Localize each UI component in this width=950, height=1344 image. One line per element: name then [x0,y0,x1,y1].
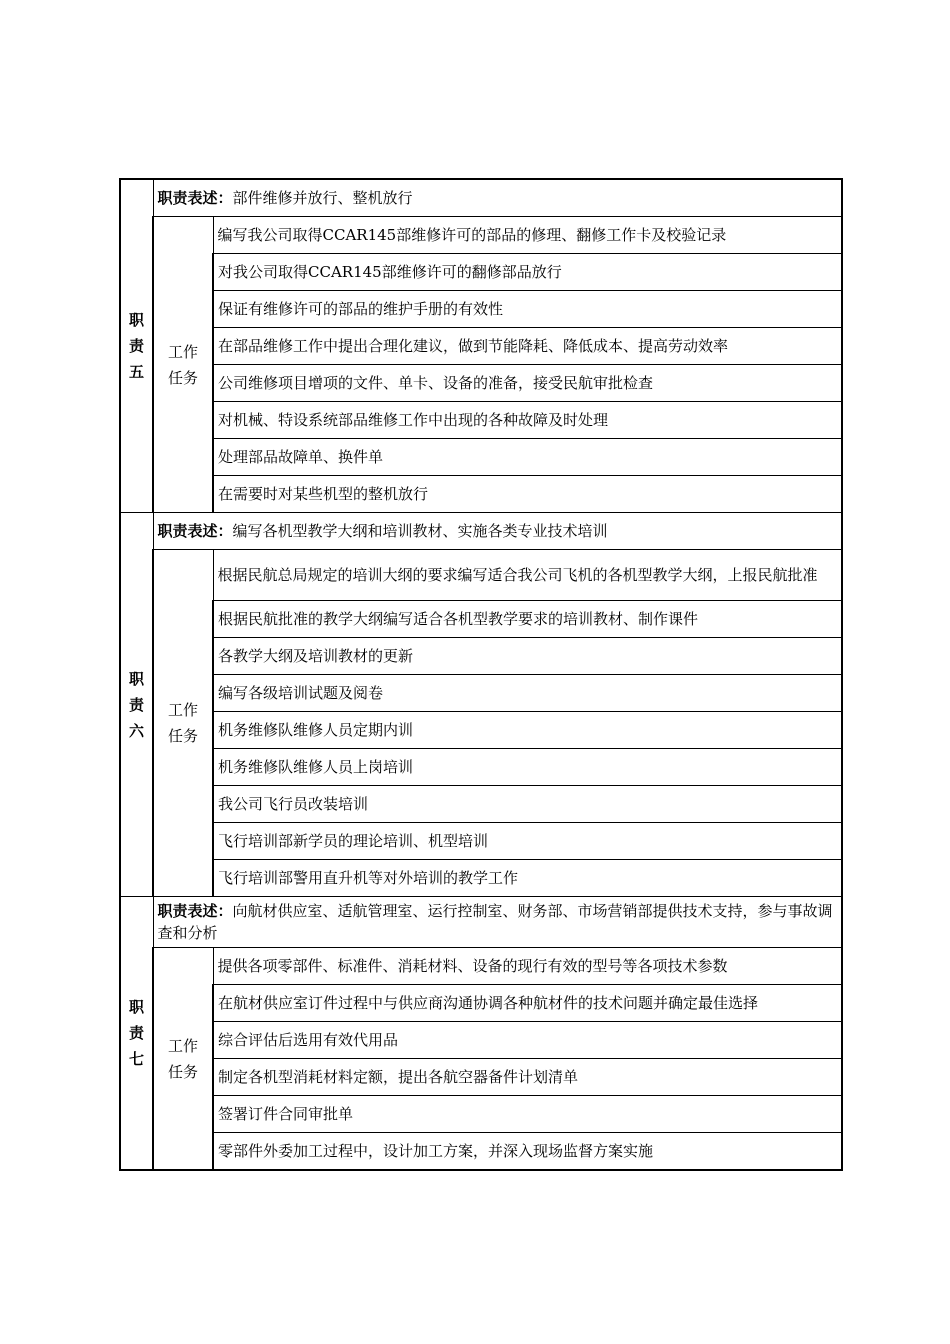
task-item: 编写各级培训试题及阅卷 [213,675,842,712]
work-tasks-label [153,550,213,897]
duty-5-label-char: 责 [128,337,144,355]
task-row [120,823,842,860]
duty-description-prefix: 职责表述： [157,522,233,540]
duty-description-prefix: 职责表述： [157,189,233,207]
task-row [120,254,842,291]
task-item: 提供各项零部件、标准件、消耗材料、设备的现行有效的型号等各项技术参数 [213,948,842,985]
duty-table [119,178,843,1171]
task-row [120,749,842,786]
task-row [120,638,842,675]
duty-5-description-row [120,179,842,217]
task-row [120,439,842,476]
duty-5-description [153,179,842,217]
task-item: 处理部品故障单、换件单 [213,439,842,476]
task-item: 飞行培训部新学员的理论培训、机型培训 [213,823,842,860]
work-tasks-label [153,948,213,1171]
task-row [120,712,842,749]
task-item: 在部品维修工作中提出合理化建议，做到节能降耗、降低成本、提高劳动效率 [213,328,842,365]
duty-5-label-char: 五 [128,363,144,381]
duty-7-label-char: 职 [128,998,144,1016]
duty-5-label [120,179,153,513]
task-row [120,328,842,365]
task-row [120,1022,842,1059]
task-item: 在需要时对某些机型的整机放行 [213,476,842,513]
work-tasks-label-line: 工作 [167,1036,198,1055]
duty-6-label [120,513,153,897]
duty-5-label-char: 职 [128,311,144,329]
task-item: 制定各机型消耗材料定额，提出各航空器备件计划清单 [213,1059,842,1096]
duty-description-prefix: 职责表述： [157,902,233,920]
duty-7-description-row [120,897,842,948]
work-tasks-label-line: 任务 [167,368,198,387]
duty-description-text: 部件维修并放行、整机放行 [232,189,413,207]
task-row [120,365,842,402]
task-row [120,291,842,328]
task-item: 零部件外委加工过程中，设计加工方案，并深入现场监督方案实施 [213,1133,842,1171]
task-item: 签署订件合同审批单 [213,1096,842,1133]
duty-6-label-char: 六 [128,721,144,740]
duty-7-label-char: 责 [128,1024,144,1042]
duty-7-label-char: 七 [128,1050,144,1068]
duty-7-label [120,897,153,1171]
task-item: 在航材供应室订件过程中与供应商沟通协调各种航材件的技术问题并确定最佳选择 [213,985,842,1022]
task-item: 各教学大纲及培训教材的更新 [213,638,842,675]
duty-6-description-row [120,513,842,550]
task-item: 根据民航批准的教学大纲编写适合各机型教学要求的培训教材、制作课件 [213,601,842,638]
work-tasks-label-line: 任务 [167,1062,198,1081]
task-row [120,1133,842,1171]
task-row [120,402,842,439]
work-tasks-label-line: 工作 [167,701,198,719]
task-row [120,1096,842,1133]
duty-7-description [153,897,842,948]
task-item: 对机械、特设系统部品维修工作中出现的各种故障及时处理 [213,402,842,439]
duty-description-text: 向航材供应室、适航管理室、运行控制室、财务部、市场营销部提供技术支持，参与事故调查和分析 [157,902,833,942]
duty-description-text: 编写各机型教学大纲和培训教材、实施各类专业技术培训 [232,522,608,540]
task-item: 公司维修项目增项的文件、单卡、设备的准备，接受民航审批检查 [213,365,842,402]
task-row [120,948,842,985]
work-tasks-label [153,217,213,513]
work-tasks-label-line: 任务 [167,727,198,745]
duty-6-label-char: 职 [128,669,144,688]
task-item: 保证有维修许可的部品的维护手册的有效性 [213,291,842,328]
task-item: 飞行培训部警用直升机等对外培训的教学工作 [213,860,842,897]
task-row [120,217,842,254]
task-row [120,550,842,601]
task-item: 对我公司取得CCAR145部维修许可的翻修部品放行 [213,254,842,291]
duty-6-label-char: 责 [128,695,144,714]
task-row [120,985,842,1022]
task-row [120,860,842,897]
task-item: 机务维修队维修人员上岗培训 [213,749,842,786]
task-row [120,476,842,513]
task-item: 综合评估后选用有效代用品 [213,1022,842,1059]
task-item: 编写我公司取得CCAR145部维修许可的部品的修理、翻修工作卡及校验记录 [213,217,842,254]
task-row [120,1059,842,1096]
task-row [120,601,842,638]
task-item: 机务维修队维修人员定期内训 [213,712,842,749]
task-row [120,675,842,712]
task-row [120,786,842,823]
work-tasks-label-line: 工作 [167,342,198,361]
duty-6-description [153,513,842,550]
task-item: 我公司飞行员改装培训 [213,786,842,823]
task-item: 根据民航总局规定的培训大纲的要求编写适合我公司飞机的各机型教学大纲，上报民航批准 [213,550,842,601]
